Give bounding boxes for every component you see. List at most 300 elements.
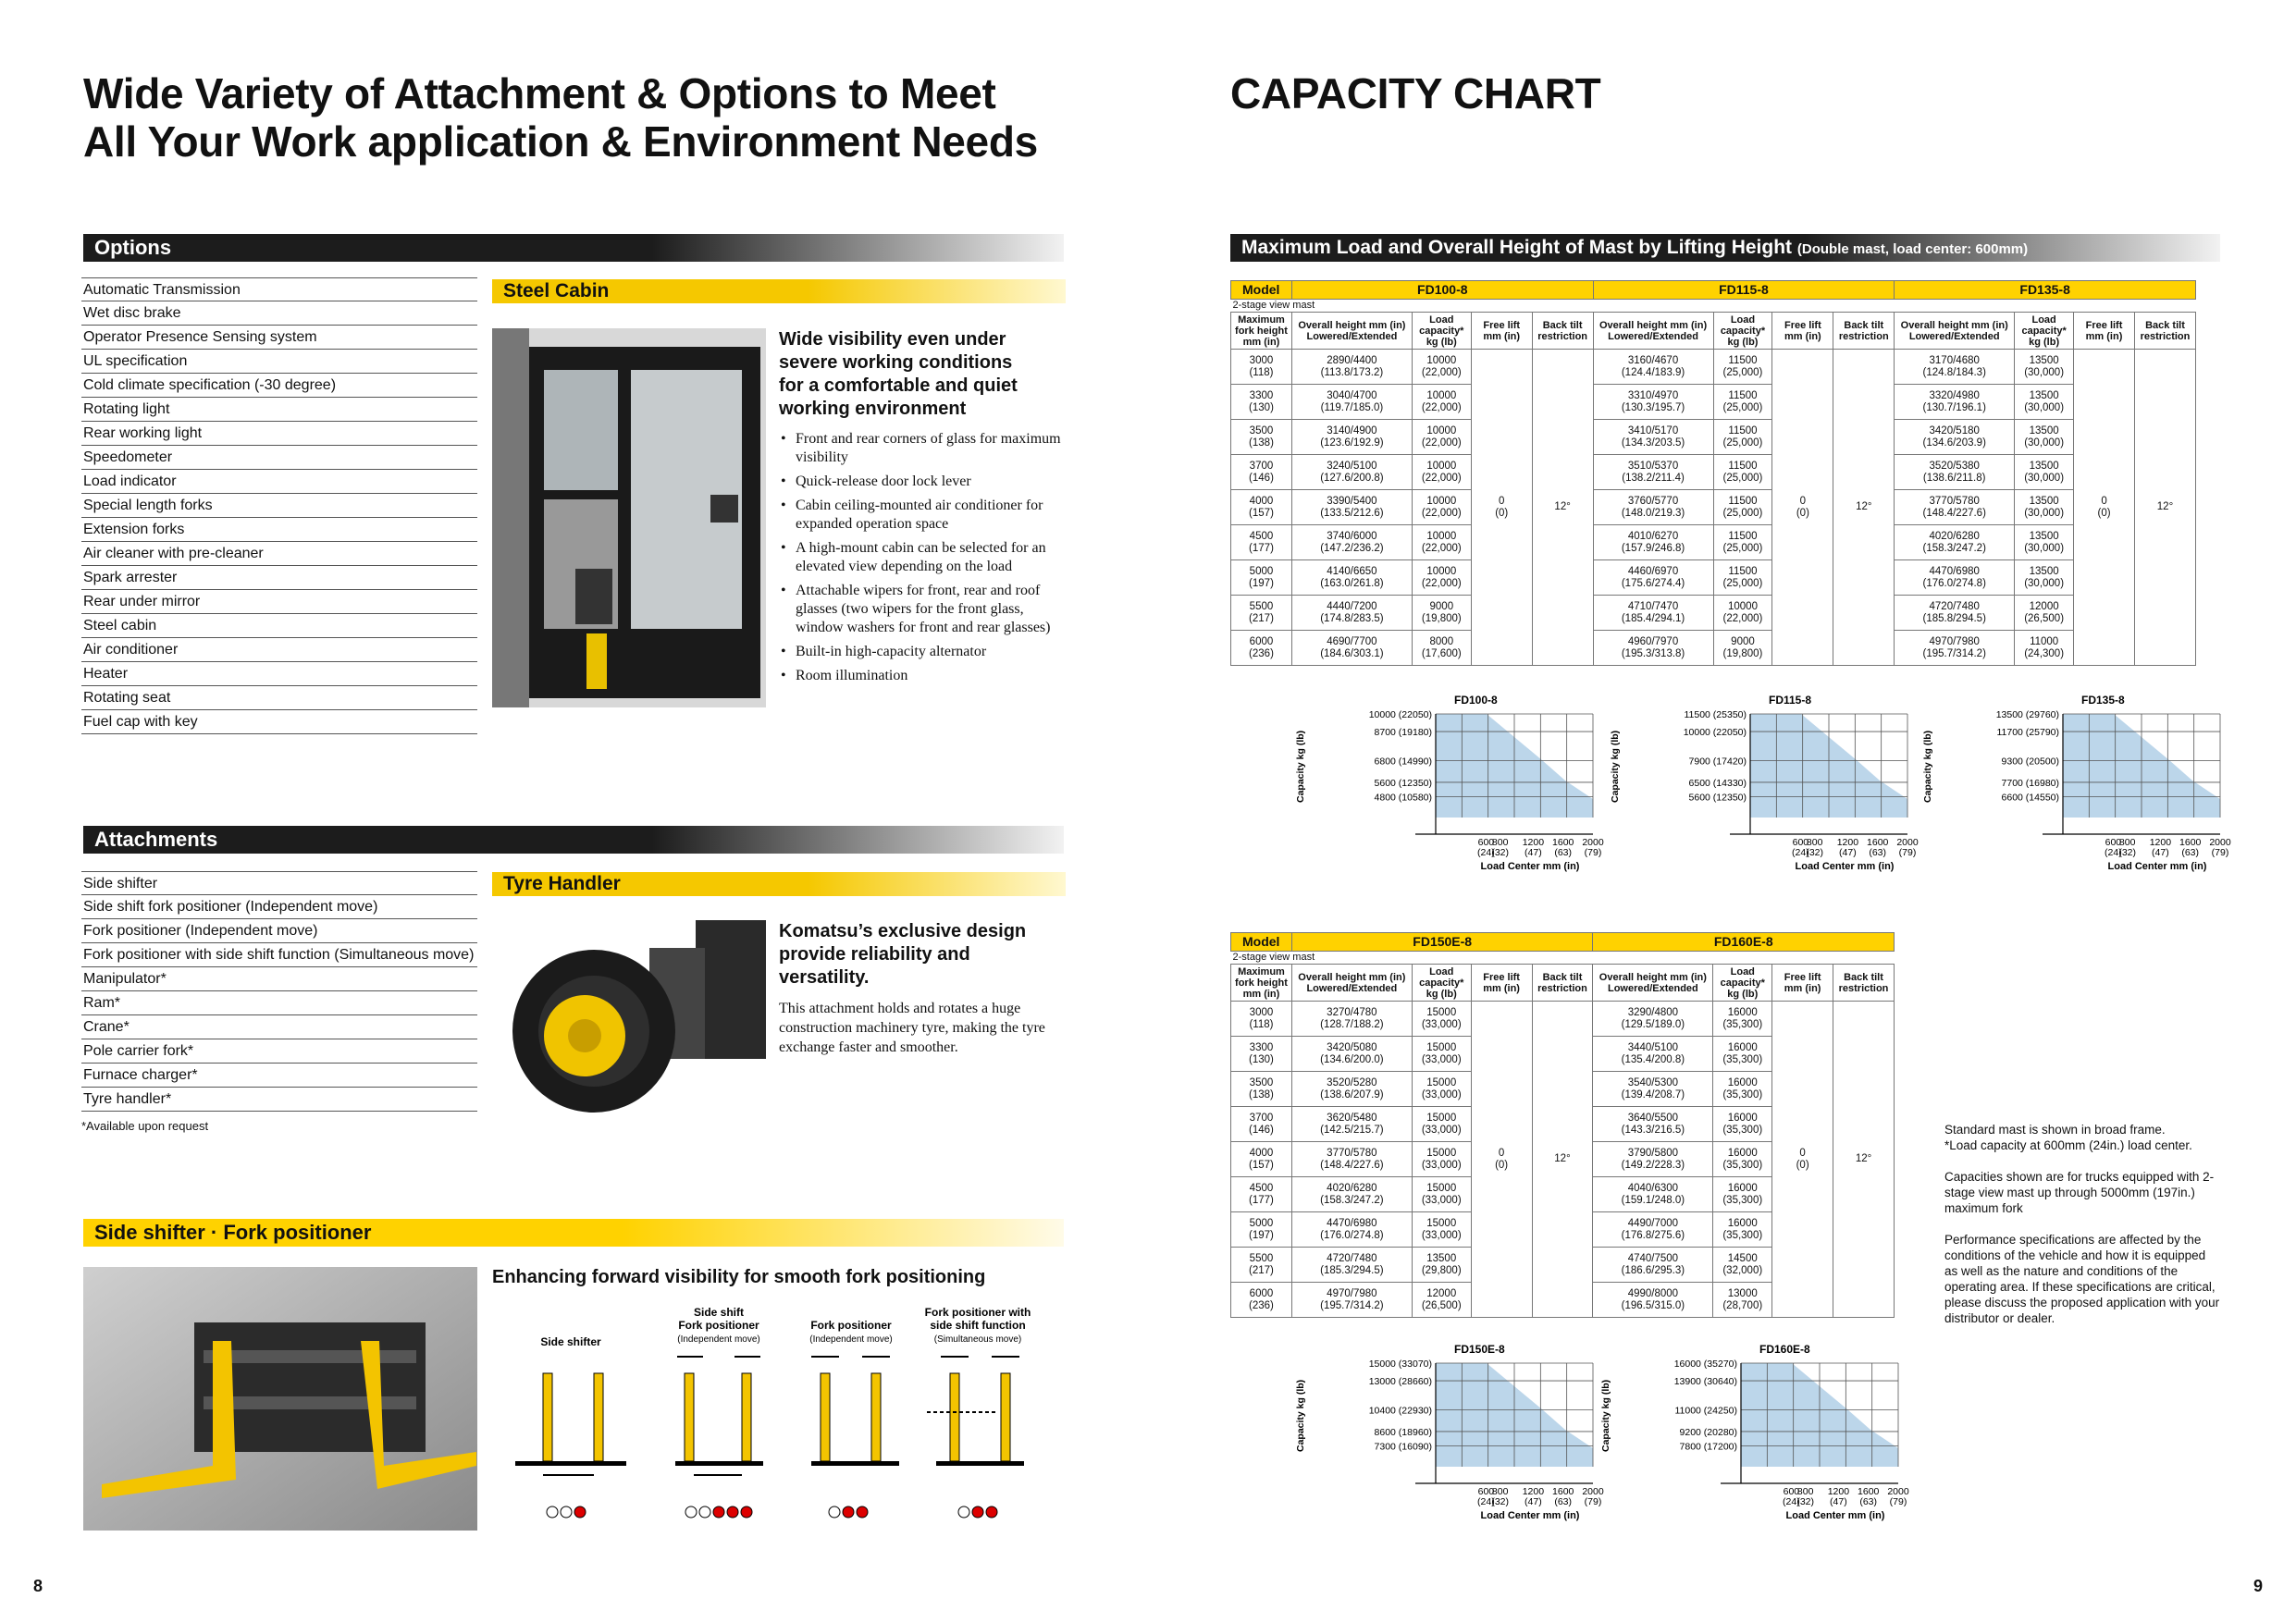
load-capacity-cell: 10000 (22,000) [1713,596,1772,631]
tyre-handler-heading [779,920,1026,990]
option-item: Rotating light [81,398,477,422]
option-item: Automatic Transmission [81,277,477,301]
attachment-item: Manipulator* [81,967,477,991]
option-item: Speedometer [81,446,477,470]
capacity-table-1 [1230,280,2215,666]
side-shifter-bar [83,1219,1064,1247]
chart-xtick: (47) [1524,847,1542,858]
steel-cabin-bullet: • Built-in high-capacity alternator [779,643,1073,661]
hdr-back-tilt: Back tilt restriction [1833,965,1895,1002]
load-capacity-cell: 13000 (28,700) [1713,1283,1772,1318]
option-item: Steel cabin [81,614,477,638]
overall-height-cell: 4020/6280 (158.3/247.2) [1895,525,2015,560]
load-capacity-cell: 10000 (22,000) [1412,525,1471,560]
option-item: Operator Presence Sensing system [81,326,477,350]
load-capacity-cell: 13500 (30,000) [2015,455,2074,490]
steel-cabin-heading [779,328,1018,421]
steel-cabin-bullet: • Attachable wipers for front, rear and roof glasses (two wipers for the front glass, window washers for front and rear glasses) [779,582,1073,637]
chart-xtick: (32) [1491,1496,1510,1507]
overall-height-cell: 4020/6280 (158.3/247.2) [1291,1177,1412,1212]
overall-height-cell: 4490/7000 (176.8/275.6) [1593,1212,1713,1248]
title-line-2: All Your Work application & Environment Needs [83,117,1038,166]
chart-title: FD150E-8 [1454,1343,1505,1356]
tyre-handler-heading-line: provide reliability and [779,944,970,965]
overall-height-cell: 3390/5400 (133.5/212.6) [1291,490,1412,525]
fork-height-cell: 3500 (138) [1231,420,1292,455]
overall-height-cell: 3410/5170 (134.3/203.5) [1593,420,1713,455]
overall-height-cell: 4690/7700 (184.6/303.1) [1291,631,1412,666]
tyre-handler-bar [492,872,1066,896]
overall-height-cell: 4960/7970 (195.3/313.8) [1593,631,1713,666]
chart-xtick: (24) [1477,1496,1495,1507]
fork-height-cell: 3000 (118) [1231,350,1292,385]
hdr-back-tilt: Back tilt restriction [1833,313,1895,350]
chart-ytick: 5600 (12350) [1688,792,1747,804]
option-item: Rear under mirror [81,590,477,614]
fork-height-cell: 5000 (197) [1231,1212,1292,1248]
load-capacity-cell: 13500 (30,000) [2015,350,2074,385]
overall-height-cell: 3290/4800 (129.5/189.0) [1593,1002,1713,1037]
diagram-col3-title: Fork positioner [810,1319,892,1332]
options-heading: Options [94,236,172,259]
chart-xlabel: Load Center mm (in) [1795,861,1895,872]
overall-height-cell: 3160/4670 (124.4/183.9) [1593,350,1713,385]
attachments-section-bar [83,826,1064,854]
fork-height-cell: 4500 (177) [1231,1177,1292,1212]
note-line: Standard mast is shown in broad frame. [1944,1123,2166,1137]
option-item: Air cleaner with pre-cleaner [81,542,477,566]
free-lift-cell: 0 (0) [1471,350,1532,666]
load-capacity-cell: 16000 (35,300) [1713,1002,1772,1037]
tyre-handler-heading-line: Komatsu’s exclusive design [779,921,1027,941]
load-capacity-cell: 10000 (22,000) [1412,560,1471,596]
load-capacity-cell: 13500 (30,000) [2015,490,2074,525]
capacity-bar-title: Maximum Load and Overall Height of Mast by Lifting Height [1241,237,1793,258]
stage-label: 2-stage view mast [1231,952,1895,965]
overall-height-cell: 3440/5100 (135.4/200.8) [1593,1037,1713,1072]
chart-xlabel: Load Center mm (in) [2107,861,2207,872]
capacity-notes [1944,1122,2222,1326]
steel-cabin-bullets [779,430,1073,691]
hdr-overall: Overall height mm (in) Lowered/Extended [1895,313,2015,350]
chart-ylabel: Capacity kg (lb) [1922,730,1933,803]
chart-xtick: 1200 [1836,837,1859,848]
free-lift-cell: 0 (0) [2074,350,2135,666]
hdr-free-lift: Free lift mm (in) [1772,313,1833,350]
hdr-overall: Overall height mm (in) Lowered/Extended [1291,965,1412,1002]
capacity-chart-fd100 [1290,692,1604,877]
chart-ytick: 6600 (14550) [2001,792,2059,804]
free-lift-cell: 0 (0) [1772,1002,1833,1318]
overall-height-cell: 4440/7200 (174.8/283.5) [1291,596,1412,631]
attachments-note: *Available upon request [81,1119,209,1133]
left-page-title [83,69,1038,166]
overall-height-cell: 4470/6980 (176.0/274.8) [1895,560,2015,596]
option-item: Extension forks [81,518,477,542]
chart-xtick: (32) [2118,847,2137,858]
load-capacity-cell: 14500 (32,000) [1713,1248,1772,1283]
side-shifter-title: Side shifter · Fork positioner [94,1221,372,1244]
overall-height-cell: 3760/5770 (148.0/219.3) [1593,490,1713,525]
overall-height-cell: 4470/6980 (176.0/274.8) [1291,1212,1412,1248]
steel-cabin-heading-line: severe working conditions [779,352,1013,373]
chart-title: FD100-8 [1454,694,1498,707]
chart-ytick: 11700 (25790) [1996,727,2059,739]
attachment-item: Crane* [81,1015,477,1039]
chart-ytick: 15000 (33070) [1368,1359,1432,1370]
load-capacity-cell: 16000 (35,300) [1713,1037,1772,1072]
overall-height-cell: 3740/6000 (147.2/236.2) [1291,525,1412,560]
chart-ytick: 7800 (17200) [1679,1441,1737,1453]
overall-height-cell: 3640/5500 (143.3/216.5) [1593,1107,1713,1142]
load-capacity-cell: 15000 (33,000) [1412,1142,1471,1177]
fork-height-cell: 5500 (217) [1231,596,1292,631]
overall-height-cell: 3520/5280 (138.6/207.9) [1291,1072,1412,1107]
chart-xtick: 1600 [1867,837,1889,848]
overall-height-cell: 3770/5780 (148.4/227.6) [1895,490,2015,525]
chart-ytick: 11500 (25350) [1684,709,1747,720]
back-tilt-cell: 12° [1532,1002,1593,1318]
overall-height-cell: 4140/6650 (163.0/261.8) [1291,560,1412,596]
chart-xtick: (63) [1554,1496,1573,1507]
chart-xtick: (63) [1554,847,1573,858]
stage-label: 2-stage view mast [1231,300,2196,313]
load-capacity-cell: 10000 (22,000) [1412,420,1471,455]
steel-cabin-title: Steel Cabin [503,280,610,301]
chart-xtick: 800 [1491,837,1509,848]
overall-height-cell: 3420/5180 (134.6/203.9) [1895,420,2015,455]
steel-cabin-bullet: • Quick-release door lock lever [779,473,1073,491]
attachments-heading: Attachments [94,828,218,851]
chart-xtick: (63) [2181,847,2200,858]
chart-xtick: 800 [1796,1486,1814,1497]
chart-xlabel: Load Center mm (in) [1480,861,1580,872]
load-capacity-cell: 16000 (35,300) [1713,1072,1772,1107]
chart-xtick: (32) [1796,1496,1815,1507]
overall-height-cell: 3770/5780 (148.4/227.6) [1291,1142,1412,1177]
overall-height-cell: 4040/6300 (159.1/248.0) [1593,1177,1713,1212]
hdr-load: Load capacity* kg (lb) [1412,965,1471,1002]
chart-ytick: 4800 (10580) [1374,792,1432,804]
diagram-col2-title: Fork positioner [678,1319,759,1332]
chart-xtick: 1200 [2149,837,2172,848]
chart-xtick: (47) [2152,847,2169,858]
hdr-back-tilt: Back tilt restriction [1532,313,1593,350]
steel-cabin-heading-line: Wide visibility even under [779,329,1006,350]
chart-ytick: 9200 (20280) [1679,1426,1737,1438]
hdr-back-tilt: Back tilt restriction [1532,965,1593,1002]
free-lift-cell: 0 (0) [1471,1002,1532,1318]
option-item: Air conditioner [81,638,477,662]
steel-cabin-bullet: • Cabin ceiling-mounted air conditioner for expanded operation space [779,497,1073,534]
capacity-table-2 [1230,932,1911,1318]
model-name: FD160E-8 [1593,933,1895,952]
option-item: Rotating seat [81,686,477,710]
load-capacity-cell: 10000 (22,000) [1412,490,1471,525]
load-capacity-cell: 11500 (25,000) [1713,490,1772,525]
tyre-handler-heading-line: versatility. [779,967,870,988]
table-row [1231,525,2196,560]
model-name: FD100-8 [1291,281,1593,300]
load-capacity-cell: 13500 (29,800) [1412,1248,1471,1283]
fork-height-cell: 3300 (130) [1231,385,1292,420]
overall-height-cell: 4720/7480 (185.8/294.5) [1895,596,2015,631]
load-capacity-cell: 16000 (35,300) [1713,1142,1772,1177]
overall-height-cell: 4710/7470 (185.4/294.1) [1593,596,1713,631]
overall-height-cell: 4970/7980 (195.7/314.2) [1291,1283,1412,1318]
model-name: FD135-8 [1895,281,2196,300]
chart-ytick: 9300 (20500) [2001,756,2059,768]
chart-xtick: (32) [1491,847,1510,858]
load-capacity-cell: 11500 (25,000) [1713,455,1772,490]
chart-title: FD135-8 [2081,694,2125,707]
capacity-bar-sub: (Double mast, load center: 600mm) [1796,241,2029,257]
fork-height-cell: 3300 (130) [1231,1037,1292,1072]
load-capacity-cell: 12000 (26,500) [1412,1283,1471,1318]
load-capacity-cell: 15000 (33,000) [1412,1177,1471,1212]
fork-height-cell: 3500 (138) [1231,1072,1292,1107]
chart-xtick: 2000 [1887,1486,1909,1497]
fork-height-cell: 6000 (236) [1231,1283,1292,1318]
overall-height-cell: 4990/8000 (196.5/315.0) [1593,1283,1713,1318]
attachment-item: Fork positioner (Independent move) [81,919,477,943]
chart-ylabel: Capacity kg (lb) [1295,730,1306,803]
load-capacity-cell: 15000 (33,000) [1412,1072,1471,1107]
attachment-item: Furnace charger* [81,1064,477,1088]
chart-xtick: (63) [1869,847,1887,858]
chart-xtick: 800 [1806,837,1823,848]
model-name: FD150E-8 [1291,933,1593,952]
load-capacity-cell: 10000 (22,000) [1412,350,1471,385]
chart-ytick: 7700 (16980) [2001,777,2059,789]
attachment-item: Ram* [81,991,477,1015]
chart-xtick: 1600 [1552,1486,1574,1497]
chart-xtick: 1200 [1522,1486,1545,1497]
model-label: Model [1231,933,1292,952]
attachment-item: Tyre handler* [81,1088,477,1112]
table-row [1231,596,2196,631]
chart-ylabel: Capacity kg (lb) [1295,1379,1306,1452]
option-item: Load indicator [81,470,477,494]
chart-xtick: 2000 [1582,837,1604,848]
note-line: *Load capacity at 600mm (24in.) load center. [1944,1138,2192,1152]
overall-height-cell: 4460/6970 (175.6/274.4) [1593,560,1713,596]
table-row [1231,350,2196,385]
chart-xtick: (79) [1898,847,1917,858]
options-section-bar [83,234,1064,262]
steel-cabin-heading-line: working environment [779,399,967,419]
chart-title: FD160E-8 [1759,1343,1810,1356]
chart-xtick: (63) [1859,1496,1878,1507]
capacity-chart-fd115 [1605,692,1919,877]
attachment-item: Pole carrier fork* [81,1039,477,1064]
note-line: Capacities shown are for trucks equipped with 2-stage view mast up through 5000mm (197in.) maximum fork [1944,1170,2215,1215]
chart-xtick: (24) [1477,847,1495,858]
overall-height-cell: 3040/4700 (119.7/185.0) [1291,385,1412,420]
chart-xtick: 1600 [2179,837,2202,848]
steel-cabin-photo [492,328,766,707]
load-capacity-cell: 9000 (19,800) [1713,631,1772,666]
steel-cabin-bar [492,279,1066,303]
steel-cabin-bullet: • Front and rear corners of glass for maximum visibility [779,430,1073,467]
diagram-col2-sub: (Independent move) [677,1334,760,1345]
hdr-overall: Overall height mm (in) Lowered/Extended [1291,313,1412,350]
chart-xtick: (79) [1889,1496,1907,1507]
diagram-col1-title: Side shifter [540,1335,601,1348]
chart-xtick: (47) [1830,1496,1847,1507]
chart-xtick: 600 [1477,837,1495,848]
diagram-col3-sub: (Independent move) [809,1334,893,1345]
overall-height-cell: 3240/5100 (127.6/200.8) [1291,455,1412,490]
attachment-item: Side shifter [81,871,477,895]
load-capacity-cell: 11500 (25,000) [1713,525,1772,560]
page-number-left: 8 [33,1577,43,1595]
chart-xtick: 2000 [1896,837,1919,848]
chart-xtick: 1600 [1858,1486,1880,1497]
load-capacity-cell: 13500 (30,000) [2015,525,2074,560]
overall-height-cell: 4740/7500 (186.6/295.3) [1593,1248,1713,1283]
hdr-max-fork: Maximum fork height mm (in) [1231,313,1292,350]
title-line-1: Wide Variety of Attachment & Options to Meet [83,69,996,117]
load-capacity-cell: 15000 (33,000) [1412,1107,1471,1142]
chart-ytick: 8600 (18960) [1374,1426,1432,1438]
chart-ytick: 13500 (29760) [1995,709,2059,720]
tyre-handler-body: This attachment holds and rotates a huge construction machinery tyre, making the tyre exchange faster and smoother. [779,1001,1045,1055]
tyre-handler-photo [492,920,766,1114]
chart-xtick: (47) [1839,847,1857,858]
load-capacity-cell: 13500 (30,000) [2015,385,2074,420]
chart-title: FD115-8 [1769,694,1812,707]
right-page-title: CAPACITY CHART [1230,69,1601,117]
steel-cabin-bullet: • Room illumination [779,667,1073,685]
chart-xlabel: Load Center mm (in) [1480,1510,1580,1521]
side-shifter-heading: Enhancing forward visibility for smooth fork positioning [492,1267,986,1287]
chart-xtick: 800 [1491,1486,1509,1497]
hdr-load: Load capacity* kg (lb) [1713,965,1772,1002]
chart-xtick: (24) [2105,847,2122,858]
load-capacity-cell: 11500 (25,000) [1713,560,1772,596]
option-item: Fuel cap with key [81,710,477,734]
chart-ytick: 13900 (30640) [1673,1376,1737,1388]
option-item: Wet disc brake [81,301,477,326]
option-item: Heater [81,662,477,686]
overall-height-cell: 3310/4970 (130.3/195.7) [1593,385,1713,420]
chart-ytick: 11000 (24250) [1674,1405,1737,1417]
chart-xtick: 600 [1783,1486,1800,1497]
table-row [1231,455,2196,490]
fork-height-cell: 3700 (146) [1231,455,1292,490]
overall-height-cell: 4010/6270 (157.9/246.8) [1593,525,1713,560]
back-tilt-cell: 12° [1833,1002,1895,1318]
hdr-load: Load capacity* kg (lb) [1713,313,1772,350]
overall-height-cell: 2890/4400 (113.8/173.2) [1291,350,1412,385]
diagram-col4-title: Fork positioner with [924,1306,1031,1319]
load-capacity-cell: 15000 (33,000) [1412,1037,1471,1072]
fork-diagram [492,1299,1066,1531]
chart-xtick: (79) [2211,847,2229,858]
capacity-chart-fd160e [1596,1341,1909,1526]
overall-height-cell: 4720/7480 (185.3/294.5) [1291,1248,1412,1283]
chart-ylabel: Capacity kg (lb) [1600,1379,1611,1452]
attachment-item: Fork positioner with side shift function (Simultaneous move) [81,943,477,967]
load-capacity-cell: 16000 (35,300) [1713,1107,1772,1142]
chart-xtick: 600 [2105,837,2122,848]
hdr-free-lift: Free lift mm (in) [1471,313,1532,350]
chart-xtick: 2000 [1582,1486,1604,1497]
hdr-overall: Overall height mm (in) Lowered/Extended [1593,965,1713,1002]
table-row [1231,560,2196,596]
chart-xtick: 600 [1792,837,1809,848]
option-item: Spark arrester [81,566,477,590]
fork-height-cell: 4000 (157) [1231,490,1292,525]
table-row [1231,490,2196,525]
chart-xtick: 600 [1477,1486,1495,1497]
capacity-section-bar [1230,234,2220,262]
hdr-free-lift: Free lift mm (in) [2074,313,2135,350]
load-capacity-cell: 9000 (19,800) [1412,596,1471,631]
chart-ytick: 7300 (16090) [1374,1441,1432,1453]
attachment-item: Side shift fork positioner (Independent move) [81,895,477,919]
back-tilt-cell: 12° [1833,350,1895,666]
chart-xtick: (32) [1806,847,1824,858]
hdr-load: Load capacity* kg (lb) [1412,313,1471,350]
load-capacity-cell: 16000 (35,300) [1713,1177,1772,1212]
chart-ytick: 16000 (35270) [1673,1359,1737,1370]
hdr-free-lift: Free lift mm (in) [1471,965,1532,1002]
steel-cabin-bullet: • A high-mount cabin can be selected for an elevated view depending on the load [779,539,1073,576]
load-capacity-cell: 11500 (25,000) [1713,385,1772,420]
overall-height-cell: 3790/5800 (149.2/228.3) [1593,1142,1713,1177]
chart-xtick: (79) [1584,847,1602,858]
chart-ytick: 6800 (14990) [1374,756,1432,768]
chart-ytick: 6500 (14330) [1688,777,1747,789]
note-line: Performance specifications are affected by the conditions of the vehicle and how it is equipped as well as the nature and conditions of the operating area. If these specifications are critical, please discuss the proposed application with your distributor or dealer. [1944,1233,2220,1325]
chart-xtick: 800 [2118,837,2136,848]
load-capacity-cell: 15000 (33,000) [1412,1002,1471,1037]
fork-height-cell: 6000 (236) [1231,631,1292,666]
back-tilt-cell: 12° [1532,350,1593,666]
chart-ytick: 7900 (17420) [1688,756,1747,768]
diagram-col2-title: Side shift [693,1306,745,1319]
load-capacity-cell: 12000 (26,500) [2015,596,2074,631]
back-tilt-cell: 12° [2134,350,2195,666]
tyre-handler-title: Tyre Handler [503,873,621,894]
capacity-table [1230,280,2196,666]
fork-height-cell: 3700 (146) [1231,1107,1292,1142]
chart-ylabel: Capacity kg (lb) [1610,730,1621,803]
hdr-overall: Overall height mm (in) Lowered/Extended [1593,313,1713,350]
option-item: Special length forks [81,494,477,518]
table-row [1231,420,2196,455]
overall-height-cell: 3140/4900 (123.6/192.9) [1291,420,1412,455]
chart-xlabel: Load Center mm (in) [1785,1510,1885,1521]
overall-height-cell: 3170/4680 (124.8/184.3) [1895,350,2015,385]
chart-xtick: 1200 [1522,837,1545,848]
load-capacity-cell: 11000 (24,300) [2015,631,2074,666]
overall-height-cell: 3620/5480 (142.5/215.7) [1291,1107,1412,1142]
fork-height-cell: 3000 (118) [1231,1002,1292,1037]
load-capacity-cell: 10000 (22,000) [1412,385,1471,420]
chart-xtick: 1200 [1827,1486,1850,1497]
attachments-list [81,871,477,1112]
fork-height-cell: 4500 (177) [1231,525,1292,560]
steel-cabin-heading-line: for a comfortable and quiet [779,375,1018,396]
model-name: FD115-8 [1593,281,1895,300]
chart-ytick: 10400 (22930) [1368,1405,1432,1417]
chart-xtick: 2000 [2209,837,2231,848]
overall-height-cell: 3510/5370 (138.2/211.4) [1593,455,1713,490]
fork-height-cell: 5000 (197) [1231,560,1292,596]
